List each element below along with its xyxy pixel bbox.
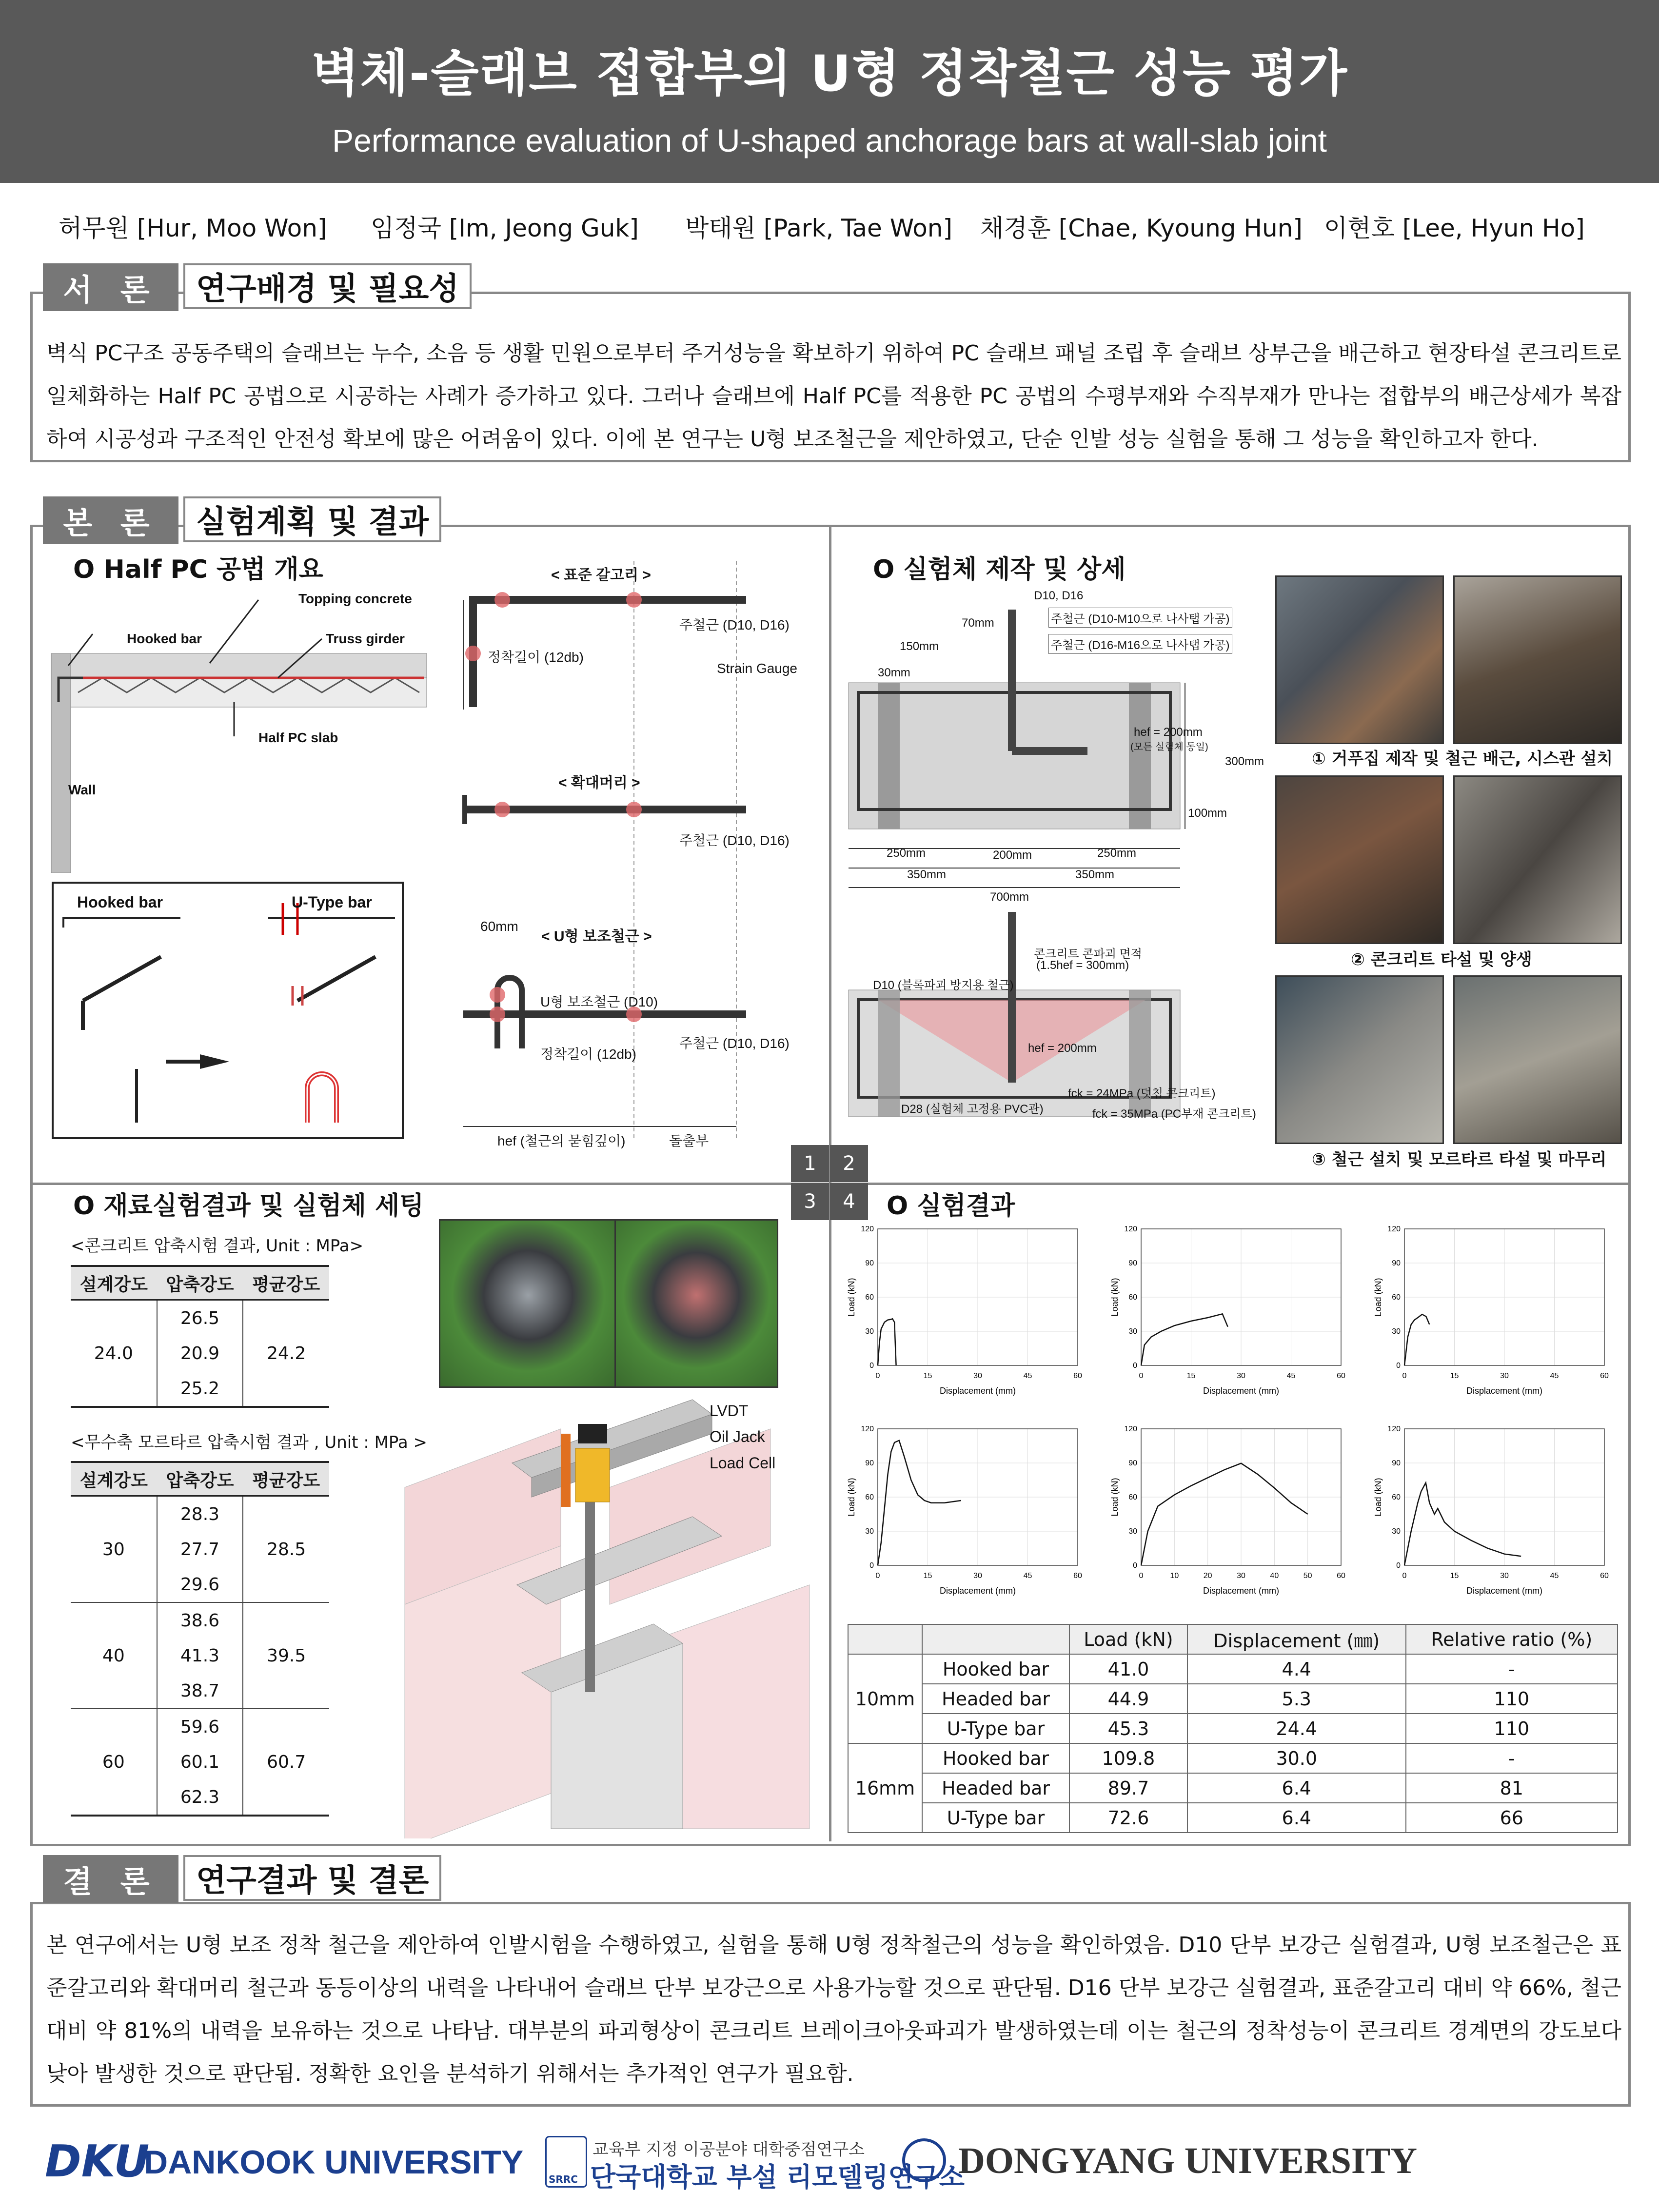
results-cell: -: [1406, 1743, 1618, 1773]
x-tick-label: 45: [1550, 1572, 1559, 1580]
bar-compare-svg: [54, 884, 402, 1137]
results-cell: 6.4: [1187, 1803, 1406, 1833]
t2-design: 60: [71, 1709, 157, 1816]
x-tick-label: 45: [1023, 1372, 1032, 1380]
label-std: < 표준 갈고리 >: [551, 567, 651, 583]
photo-finish-1: [1275, 975, 1444, 1144]
results-cell: 24.4: [1187, 1714, 1406, 1743]
results-size: 16mm: [848, 1743, 922, 1833]
y-tick-label: 120: [861, 1425, 874, 1433]
srrc-line2: 단국대학교 부설 리모델링연구소: [590, 2162, 965, 2192]
x-tick-label: 30: [1237, 1372, 1245, 1380]
t2-val: 59.6: [180, 1717, 220, 1737]
conclusion-tag: 결 론: [43, 1855, 178, 1903]
y-tick-label: 120: [1124, 1425, 1137, 1433]
x-tick-label: 15: [1450, 1572, 1459, 1580]
x-tick-label: 40: [1270, 1572, 1279, 1580]
t2-avg: 60.7: [243, 1709, 329, 1816]
label-strain: Strain Gauge: [717, 661, 797, 676]
dim-100: 100mm: [1188, 807, 1227, 820]
results-cell: 109.8: [1069, 1743, 1187, 1773]
results-cell: 45.3: [1069, 1714, 1187, 1743]
photo-finish-2: [1453, 975, 1622, 1144]
panel-number: 1: [791, 1145, 829, 1182]
x-tick-label: 15: [1450, 1372, 1459, 1380]
photo-formwork-1: [1275, 575, 1444, 744]
srrc-line1: 교육부 지정 이공분야 대학중점연구소: [592, 2140, 865, 2159]
dim-700: 700mm: [990, 890, 1029, 904]
dim-cone2: (1.5hef = 300mm): [1036, 959, 1129, 972]
x-axis-label: Displacement (mm): [939, 1386, 1016, 1396]
y-tick-label: 0: [869, 1362, 874, 1370]
results-cell: -: [1406, 1654, 1618, 1684]
dim-300: 300mm: [1225, 755, 1264, 768]
t2-val: 62.3: [180, 1787, 220, 1807]
label-anch2: 정착길이 (12db): [540, 1047, 636, 1062]
srrc-mark: SRRC: [549, 2173, 578, 2185]
series-line: [1404, 1483, 1521, 1565]
t1-caption: <콘크리트 압축시험 결과, Unit : MPa>: [71, 1236, 364, 1256]
load-displacement-chart: [1370, 1419, 1624, 1600]
dim-250b: 250mm: [1097, 847, 1137, 860]
dim-200: 200mm: [993, 849, 1032, 862]
dim-fck2: fck = 35MPa (PC부재 콘크리트): [1092, 1107, 1256, 1121]
srrc-icon: [545, 2136, 587, 2188]
results-cell: Hooked bar: [922, 1743, 1069, 1773]
dim-d10b: D10 (블록파괴 방지용 철근): [873, 979, 1014, 992]
q4-title: O 실험결과: [887, 1191, 1015, 1221]
intro-tag: 서 론: [43, 263, 178, 311]
caption-2: ② 콘크리트 타설 및 양생: [1351, 950, 1532, 969]
y-tick-label: 0: [1396, 1362, 1401, 1370]
series-line: [1404, 1314, 1429, 1365]
x-axis-label: Displacement (mm): [1203, 1586, 1280, 1596]
label-main3: 주철근 (D10, D16): [679, 1036, 790, 1051]
label-hef: hef (철근의 묻힘깊이): [497, 1133, 626, 1148]
dim-hef: hef = 200mm: [1134, 726, 1203, 739]
label-wall: Wall: [68, 782, 96, 797]
label-main2: 주철근 (D10, D16): [679, 833, 790, 848]
t2-h1: 설계강도: [71, 1462, 157, 1496]
x-tick-label: 15: [923, 1572, 932, 1580]
results-cell: 81: [1406, 1773, 1618, 1803]
photo-casting-2: [1453, 775, 1622, 944]
half-pc-diagram: [49, 580, 434, 873]
y-tick-label: 0: [869, 1561, 874, 1570]
y-tick-label: 0: [1396, 1561, 1401, 1570]
y-axis-label: Load (kN): [847, 1278, 856, 1317]
intro-section-tag: [43, 263, 472, 311]
y-tick-label: 30: [1128, 1327, 1137, 1336]
bar-compare-box: [52, 882, 404, 1139]
dim-d28: D28 (실험체 고정용 PVC관): [901, 1103, 1044, 1116]
dim-d10: D10, D16: [1034, 589, 1084, 602]
results-cell: 110: [1406, 1714, 1618, 1743]
label-slab: Half PC slab: [258, 730, 338, 745]
y-tick-label: 60: [1392, 1493, 1401, 1501]
series-line: [1141, 1463, 1308, 1565]
results-cell: 110: [1406, 1684, 1618, 1714]
intro-text: 벽식 PC구조 공동주택의 슬래브는 누수, 소음 등 생활 민원으로부터 주거성능을 확보하기 위하여 PC 슬래브 패널 조립 후 슬래브 상부근을 배근하고 현장타설 콘크리트로 일체화하는 Half PC 공법으로 시공하는 사례가 증가하고 있다. 그러나 슬래브에 Half PC를 적용한 PC 공법의 수평부재와 수직부재가 만나는 접합부의 배근상세가 복잡하여 시공성과 구조적인 안전성 확보에 많은 어려움이 있다. 이에 본 연구는 U형 보조철근을 제안하였고, 단순 인발 성능 실험을 통해 그 성능을 확인하고자 한다.: [46, 341, 1622, 452]
label-main1: 주철근 (D10, D16): [679, 617, 790, 632]
results-cell: U-Type bar: [922, 1803, 1069, 1833]
x-tick-label: 60: [1337, 1572, 1345, 1580]
y-tick-label: 90: [1128, 1259, 1137, 1267]
intro-title: 연구배경 및 필요성: [183, 263, 472, 309]
dim-fck1: fck = 24MPa (덧침 콘크리트): [1068, 1087, 1216, 1100]
dim-m16: 주철근 (D16-M16으로 나사탭 가공): [1048, 634, 1232, 654]
dim-hef3: hef = 200mm: [1028, 1042, 1097, 1055]
t1-h3: 평균강도: [243, 1266, 329, 1300]
x-tick-label: 30: [973, 1372, 982, 1380]
dim-hef2: (모든 실험체 동일): [1130, 742, 1208, 752]
x-tick-label: 20: [1203, 1572, 1212, 1580]
results-cell: 4.4: [1187, 1654, 1406, 1684]
t2-caption: <무수축 모르타르 압축시험 결과 , Unit : MPa >: [71, 1433, 428, 1452]
label-head: < 확대머리 >: [558, 775, 640, 791]
dku-name: DANKOOK UNIVERSITY: [144, 2144, 524, 2181]
x-tick-label: 30: [973, 1572, 982, 1580]
concrete-table: [71, 1265, 329, 1408]
y-tick-label: 120: [1387, 1225, 1401, 1233]
y-tick-label: 120: [1124, 1225, 1137, 1233]
y-tick-label: 0: [1133, 1561, 1137, 1570]
results-cell: 5.3: [1187, 1684, 1406, 1714]
x-tick-label: 30: [1237, 1572, 1245, 1580]
x-tick-label: 0: [1402, 1572, 1407, 1580]
q1-title: O Half PC 공법 개요: [73, 555, 323, 584]
panel-number-grid: [791, 1145, 868, 1220]
results-cell: 44.9: [1069, 1684, 1187, 1714]
y-tick-label: 60: [865, 1293, 874, 1302]
dim-350a: 350mm: [907, 868, 947, 881]
t2-val: 29.6: [157, 1567, 243, 1602]
t1-h1: 설계강도: [71, 1266, 157, 1300]
results-cell: U-Type bar: [922, 1714, 1069, 1743]
y-axis-label: Load (kN): [1110, 1278, 1120, 1317]
dim-30: 30mm: [878, 666, 910, 679]
x-tick-label: 15: [1186, 1372, 1196, 1380]
caption-1: ① 거푸집 제작 및 철근 배근, 시스관 설치: [1312, 749, 1613, 769]
dongyang-name: DONGYANG UNIVERSITY: [958, 2140, 1418, 2181]
x-tick-label: 0: [1402, 1372, 1407, 1380]
x-tick-label: 15: [923, 1372, 932, 1380]
results-header: [848, 1624, 922, 1654]
series-line: [1141, 1314, 1228, 1365]
t2-val: 27.7: [180, 1539, 220, 1560]
results-cell: Headed bar: [922, 1684, 1069, 1714]
panel-number: 4: [830, 1183, 868, 1220]
t1-design: 24.0: [71, 1300, 157, 1407]
y-tick-label: 30: [865, 1527, 874, 1536]
photo-casting-1: [1275, 775, 1444, 944]
t1-val: 25.2: [180, 1378, 220, 1399]
x-axis-label: Displacement (mm): [939, 1586, 1016, 1596]
conclusion-section-tag: [43, 1855, 441, 1903]
x-tick-label: 0: [875, 1572, 880, 1580]
title-ko: 벽체-슬래브 접합부의 U형 정착철근 성능 평가: [311, 45, 1348, 103]
label-topping: Topping concrete: [298, 591, 412, 606]
photo-formwork-2: [1453, 575, 1622, 744]
author-3: 박태원 [Park, Tae Won]: [685, 214, 953, 242]
y-tick-label: 120: [861, 1225, 874, 1233]
y-tick-label: 60: [865, 1493, 874, 1501]
y-axis-label: Load (kN): [1373, 1478, 1383, 1517]
conclusion-text: 본 연구에서는 U형 보조 정착 철근을 제안하여 인발시험을 수행하였고, 실험을 통해 U형 정착철근의 성능을 확인하였음. D10 단부 보강근 실험결과, U형 보조철근은 표준갈고리와 확대머리 철근과 동등이상의 내력을 나타내어 슬래브 단부 보강근으로 사용가능할 것으로 판단됨. D16 단부 보강근 실험결과, 표준갈고리 대비 약 66%, 철근 대비 약 81%의 내력을 보유하는 것으로 나타남. 대부분의 파괴형상이 콘크리트 브레이크아웃파괴가 발생하였는데 이는 철근의 정착성능이 콘크리트 경계면의 강도보다 낮아 발생한 것으로 판단됨. 정확한 요인을 분석하기 위해서는 추가적인 연구가 필요함.: [46, 1933, 1622, 2086]
t2-val: 28.3: [180, 1504, 220, 1524]
t2-val: 41.3: [180, 1645, 220, 1666]
results-cell: Headed bar: [922, 1773, 1069, 1803]
x-tick-label: 45: [1550, 1372, 1559, 1380]
x-tick-label: 0: [1139, 1572, 1144, 1580]
y-tick-label: 90: [865, 1459, 874, 1467]
results-cell: 72.6: [1069, 1803, 1187, 1833]
y-tick-label: 90: [1392, 1259, 1401, 1267]
results-cell: 30.0: [1187, 1743, 1406, 1773]
x-tick-label: 60: [1337, 1372, 1345, 1380]
load-displacement-chart: [1107, 1419, 1361, 1600]
results-table: [848, 1624, 1618, 1833]
y-tick-label: 60: [1392, 1293, 1401, 1302]
author-1: 허무원 [Hur, Moo Won]: [59, 214, 327, 242]
t2-h2: 압축강도: [157, 1462, 243, 1496]
setup-loadcell: Load Cell: [710, 1454, 776, 1472]
series-line: [878, 1441, 961, 1565]
t2-val: 38.7: [157, 1673, 243, 1709]
x-tick-label: 60: [1073, 1572, 1082, 1580]
results-header: Displacement (㎜): [1187, 1624, 1406, 1654]
x-tick-label: 30: [1500, 1572, 1509, 1580]
x-axis-label: Displacement (mm): [1466, 1386, 1543, 1396]
results-header: Relative ratio (%): [1406, 1624, 1618, 1654]
y-tick-label: 30: [1128, 1527, 1137, 1536]
x-tick-label: 10: [1170, 1572, 1179, 1580]
charts-area: [839, 1219, 1624, 1609]
x-tick-label: 60: [1600, 1372, 1609, 1380]
intro-box: [30, 292, 1631, 462]
t1-val: 26.5: [180, 1308, 220, 1328]
dim-m10: 주철근 (D10-M10으로 나사탭 가공): [1048, 608, 1232, 628]
y-tick-label: 30: [1392, 1527, 1401, 1536]
panel-number: 2: [830, 1145, 868, 1182]
y-tick-label: 60: [1128, 1493, 1137, 1501]
photo-test-2: [614, 1219, 778, 1388]
t2-avg: 28.5: [243, 1496, 329, 1603]
x-axis-label: Displacement (mm): [1466, 1586, 1543, 1596]
body-tag: 본 론: [43, 496, 178, 544]
t2-avg: 39.5: [243, 1602, 329, 1709]
dongyang-emblem-icon: [902, 2138, 946, 2182]
results-cell: 41.0: [1069, 1654, 1187, 1684]
t1-val: 20.9: [180, 1343, 220, 1363]
y-tick-label: 30: [1392, 1327, 1401, 1336]
label-hooked: Hooked bar: [127, 631, 202, 646]
q2-title: O 실험체 제작 및 상세: [873, 555, 1126, 584]
dim-cone: 콘크리트 콘파괴 면적: [1034, 948, 1142, 961]
author-2: 임정국 [Im, Jeong Guk]: [371, 214, 639, 242]
x-tick-label: 60: [1600, 1572, 1609, 1580]
y-axis-label: Load (kN): [847, 1478, 856, 1517]
poster-header: [0, 0, 1659, 183]
y-axis-label: Load (kN): [1373, 1278, 1383, 1317]
x-tick-label: 45: [1286, 1372, 1296, 1380]
x-tick-label: 50: [1303, 1572, 1312, 1580]
y-tick-label: 60: [1128, 1293, 1137, 1302]
x-tick-label: 30: [1500, 1372, 1509, 1380]
setup-jack: Oil Jack: [710, 1428, 765, 1445]
label-protr: 돌출부: [669, 1133, 709, 1148]
dim-70: 70mm: [962, 616, 994, 630]
dku-logo: DKU: [45, 2136, 150, 2187]
series-line: [878, 1319, 896, 1365]
label-u: < U형 보조철근 >: [541, 928, 652, 945]
y-tick-label: 90: [1392, 1459, 1401, 1467]
results-header: Load (kN): [1069, 1624, 1187, 1654]
results-cell: 66: [1406, 1803, 1618, 1833]
setup-lvdt: LVDT: [710, 1402, 749, 1420]
author-4: 채경훈 [Chae, Kyoung Hun]: [980, 214, 1303, 242]
x-tick-label: 45: [1023, 1572, 1032, 1580]
y-tick-label: 0: [1133, 1362, 1137, 1370]
label-anch1: 정착길이 (12db): [488, 650, 584, 665]
results-cell: 89.7: [1069, 1773, 1187, 1803]
t2-val: 38.6: [180, 1610, 220, 1631]
conclusion-title: 연구결과 및 결론: [183, 1855, 441, 1901]
t2-h3: 평균강도: [243, 1462, 329, 1496]
load-displacement-chart: [844, 1419, 1097, 1600]
results-cell: 6.4: [1187, 1773, 1406, 1803]
y-tick-label: 90: [1128, 1459, 1137, 1467]
dim-150: 150mm: [900, 640, 939, 653]
results-size: 10mm: [848, 1654, 922, 1743]
dim-350b: 350mm: [1075, 868, 1115, 881]
label-dim60: 60mm: [480, 919, 518, 934]
t2-val: 60.1: [180, 1752, 220, 1772]
y-axis-label: Load (kN): [1110, 1478, 1120, 1517]
label-ubar: U형 보조철근 (D10): [540, 994, 658, 1009]
t2-design: 30: [71, 1496, 157, 1603]
caption-3: ③ 철근 설치 및 모르타르 타설 및 마무리: [1312, 1150, 1607, 1169]
t1-avg: 24.2: [243, 1300, 329, 1407]
load-displacement-chart: [844, 1219, 1097, 1400]
x-axis-label: Displacement (mm): [1203, 1386, 1280, 1396]
x-tick-label: 0: [875, 1372, 880, 1380]
label-utype: U-Type bar: [292, 893, 372, 911]
y-tick-label: 30: [865, 1327, 874, 1336]
x-tick-label: 0: [1139, 1372, 1144, 1380]
conclusion-box: [30, 1902, 1631, 2107]
results-header: [922, 1624, 1069, 1654]
panel-number: 3: [791, 1183, 829, 1220]
photo-test-1: [439, 1219, 617, 1388]
x-tick-label: 60: [1073, 1372, 1082, 1380]
load-displacement-chart: [1107, 1219, 1361, 1400]
body-title: 실험계획 및 결과: [183, 496, 441, 542]
label-truss: Truss girder: [326, 631, 405, 646]
t2-design: 40: [71, 1602, 157, 1709]
title-en: Performance evaluation of U-shaped anchorage bars at wall-slab joint: [332, 122, 1327, 158]
body-section-tag: [43, 496, 441, 544]
t1-h2: 압축강도: [157, 1266, 243, 1300]
mortar-table: [71, 1461, 329, 1817]
label-hooked-2: Hooked bar: [77, 893, 163, 911]
author-5: 이현호 [Lee, Hyun Ho]: [1324, 214, 1585, 242]
y-tick-label: 90: [865, 1259, 874, 1267]
dim-250a: 250mm: [887, 847, 926, 860]
q3-title: O 재료실험결과 및 실험체 세팅: [73, 1191, 424, 1221]
load-displacement-chart: [1370, 1219, 1624, 1400]
results-cell: Hooked bar: [922, 1654, 1069, 1684]
y-tick-label: 120: [1387, 1425, 1401, 1433]
